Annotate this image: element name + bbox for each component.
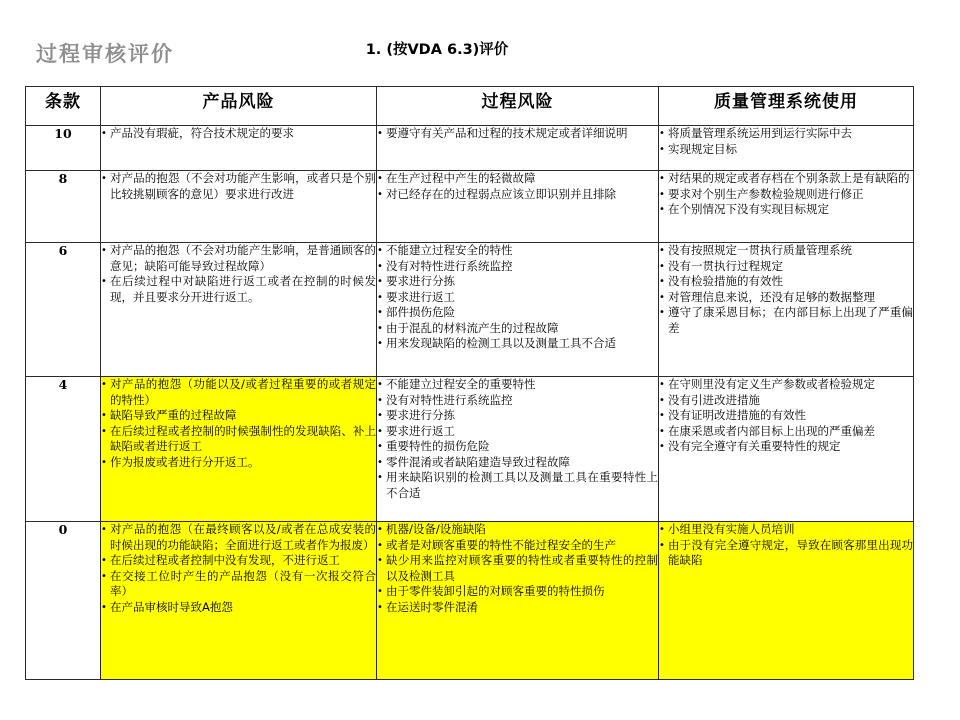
bullet-item: • 在守则里没有定义生产参数或者检验规定 xyxy=(659,377,913,393)
bullet-item: • 重要特性的损伤危险 xyxy=(377,439,658,455)
bullet-item: • 作为报废或者进行分开返工。 xyxy=(101,455,376,471)
bullet-item: • 没有一贯执行过程规定 xyxy=(659,259,913,275)
bullet-list xyxy=(101,522,376,615)
process-risk-cell xyxy=(377,522,659,680)
qms-usage-cell xyxy=(659,243,914,377)
product-risk-cell xyxy=(101,243,377,377)
column-header-process-risk: 过程风险 xyxy=(377,87,659,126)
bullet-item: • 由于零件装卸引起的对顾客重要的特性损伤 xyxy=(377,584,658,600)
bullet-list xyxy=(377,126,658,142)
bullet-item: • 要遵守有关产品和过程的技术规定或者详细说明 xyxy=(377,126,658,142)
bullet-list xyxy=(377,522,658,615)
bullet-item: • 在生产过程中产生的轻微故障 xyxy=(377,171,658,187)
bullet-list xyxy=(101,243,376,305)
table-body xyxy=(26,126,914,680)
bullet-item: • 用来发现缺陷的检测工具以及测量工具不合适 xyxy=(377,336,658,352)
bullet-item: • 零件混淆或者缺陷建造导致过程故障 xyxy=(377,455,658,471)
bullet-list xyxy=(659,522,913,569)
score-cell: 6 xyxy=(26,243,101,377)
qms-usage-cell xyxy=(659,171,914,243)
bullet-list xyxy=(377,243,658,352)
score-cell: 8 xyxy=(26,171,101,243)
bullet-item: • 对结果的规定或者存档在个别条款上是有缺陷的 xyxy=(659,171,913,187)
bullet-list xyxy=(377,171,658,202)
evaluation-table-wrapper xyxy=(25,86,913,680)
table-row xyxy=(26,171,914,243)
section-heading: 1. (按VDA 6.3)评价 xyxy=(365,42,509,58)
bullet-item: • 不能建立过程安全的特性 xyxy=(377,243,658,259)
bullet-list xyxy=(659,243,913,336)
bullet-item: • 没有按照规定一贯执行质量管理系统 xyxy=(659,243,913,259)
evaluation-matrix-table xyxy=(25,86,914,680)
bullet-item: • 由于没有完全遵守规定，导致在顾客那里出现功能缺陷 xyxy=(659,538,913,569)
column-header-qms-usage: 质量管理系统使用 xyxy=(659,87,914,126)
score-cell: 10 xyxy=(26,126,101,171)
column-header-product-risk: 产品风险 xyxy=(101,87,377,126)
product-risk-cell xyxy=(101,522,377,680)
bullet-item: • 在个别情况下没有实现目标规定 xyxy=(659,202,913,218)
bullet-list xyxy=(101,126,376,142)
product-risk-cell xyxy=(101,171,377,243)
bullet-item: • 产品没有瑕疵，符合技术规定的要求 xyxy=(101,126,376,142)
bullet-item: • 没有引进改进措施 xyxy=(659,393,913,409)
bullet-item: • 对已经存在的过程弱点应该立即识别并且排除 xyxy=(377,187,658,203)
column-header-score: 条款 xyxy=(26,87,101,126)
bullet-item: • 要求对个别生产参数检验规则进行修正 xyxy=(659,187,913,203)
bullet-item: • 在交接工位时产生的产品抱怨（没有一次报交符合率） xyxy=(101,569,376,600)
qms-usage-cell xyxy=(659,377,914,522)
bullet-item: • 遵守了康采恩目标；在内部目标上出现了严重偏差 xyxy=(659,305,913,336)
bullet-item: • 用来缺陷识别的检测工具以及测量工具在重要特性上不合适 xyxy=(377,470,658,501)
bullet-item: • 没有对特性进行系统监控 xyxy=(377,259,658,275)
bullet-item: • 对产品的抱怨（在最终顾客以及/或者在总成安装的时候出现的功能缺陷；全面进行返工或者作为报废） xyxy=(101,522,376,553)
bullet-item: • 要求进行返工 xyxy=(377,424,658,440)
table-header xyxy=(26,87,914,126)
bullet-item: • 对产品的抱怨（不会对功能产生影响，是普通顾客的意见；缺陷可能导致过程故障） xyxy=(101,243,376,274)
qms-usage-cell xyxy=(659,522,914,680)
score-cell: 4 xyxy=(26,377,101,522)
bullet-item: • 没有证明改进措施的有效性 xyxy=(659,408,913,424)
bullet-item: • 在康采恩或者内部目标上出现的严重偏差 xyxy=(659,424,913,440)
bullet-item: • 没有检验措施的有效性 xyxy=(659,274,913,290)
product-risk-cell xyxy=(101,126,377,171)
bullet-item: • 要求进行分拣 xyxy=(377,408,658,424)
bullet-item: • 不能建立过程安全的重要特性 xyxy=(377,377,658,393)
table-row xyxy=(26,126,914,171)
table-row xyxy=(26,377,914,522)
bullet-list xyxy=(101,171,376,202)
bullet-item: • 要求进行返工 xyxy=(377,290,658,306)
process-risk-cell xyxy=(377,171,659,243)
bullet-list xyxy=(659,171,913,218)
bullet-list xyxy=(377,377,658,501)
table-row xyxy=(26,522,914,680)
page-title: 过程审核评价 xyxy=(36,42,174,66)
bullet-item: • 对管理信息来说，还没有足够的数据整理 xyxy=(659,290,913,306)
bullet-item: • 由于混乱的材料流产生的过程故障 xyxy=(377,321,658,337)
bullet-item: • 在后续过程中对缺陷进行返工或者在控制的时候发现，并且要求分开进行返工。 xyxy=(101,274,376,305)
bullet-item: • 对产品的抱怨（不会对功能产生影响，或者只是个别比较挑剔顾客的意见）要求进行改进 xyxy=(101,171,376,202)
bullet-item: • 在运送时零件混淆 xyxy=(377,600,658,616)
product-risk-cell xyxy=(101,377,377,522)
bullet-item: • 在产品审核时导致A抱怨 xyxy=(101,600,376,616)
bullet-item: • 缺陷导致严重的过程故障 xyxy=(101,408,376,424)
table-row xyxy=(26,243,914,377)
bullet-item: • 缺少用来监控对顾客重要的特性或者重要特性的控制以及检测工具 xyxy=(377,553,658,584)
qms-usage-cell xyxy=(659,126,914,171)
bullet-list xyxy=(659,377,913,455)
bullet-item: • 小组里没有实施人员培训 xyxy=(659,522,913,538)
bullet-item: • 没有完全遵守有关重要特性的规定 xyxy=(659,439,913,455)
bullet-item: • 没有对特性进行系统监控 xyxy=(377,393,658,409)
bullet-item: • 将质量管理系统运用到运行实际中去 xyxy=(659,126,913,142)
process-risk-cell xyxy=(377,126,659,171)
bullet-item: • 实现规定目标 xyxy=(659,142,913,158)
bullet-list xyxy=(659,126,913,157)
bullet-item: • 在后续过程或者控制中没有发现，不进行返工 xyxy=(101,553,376,569)
score-cell: 0 xyxy=(26,522,101,680)
table-header-row xyxy=(26,87,914,126)
bullet-item: • 机器/设备/设施缺陷 xyxy=(377,522,658,538)
document-header xyxy=(0,0,960,78)
bullet-item: • 对产品的抱怨（功能以及/或者过程重要的或者规定的特性） xyxy=(101,377,376,408)
bullet-list xyxy=(101,377,376,470)
bullet-item: • 部件损伤危险 xyxy=(377,305,658,321)
process-risk-cell xyxy=(377,377,659,522)
bullet-item: • 要求进行分拣 xyxy=(377,274,658,290)
bullet-item: • 或者是对顾客重要的特性不能过程安全的生产 xyxy=(377,538,658,554)
bullet-item: • 在后续过程或者控制的时候强制性的发现缺陷、补上缺陷或者进行返工 xyxy=(101,424,376,455)
process-risk-cell xyxy=(377,243,659,377)
